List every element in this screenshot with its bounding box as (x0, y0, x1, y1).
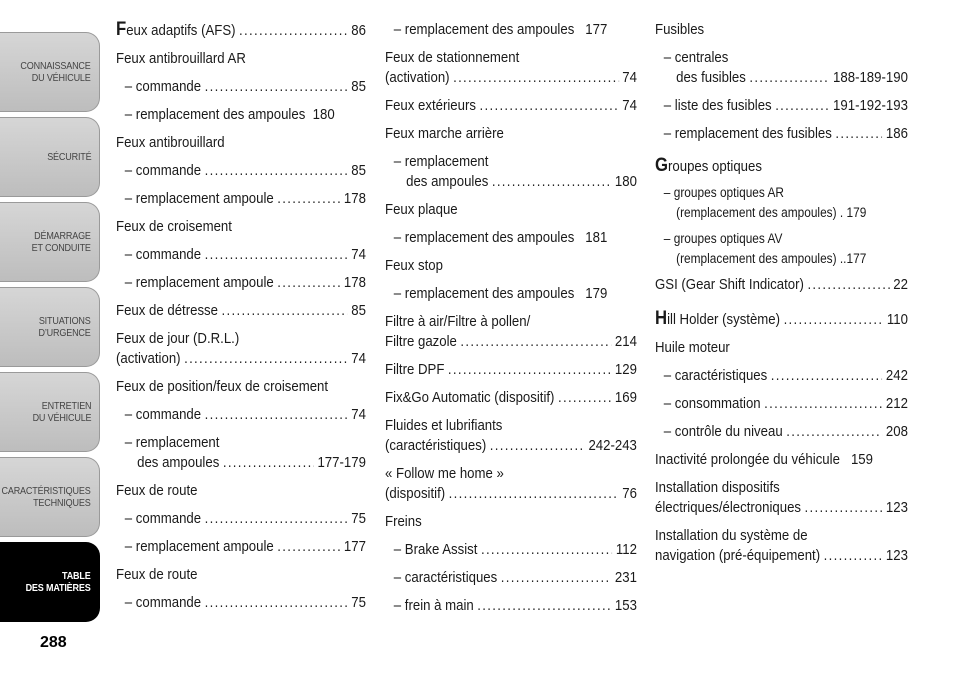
index-subheading: – groupes optiques AV (663, 231, 783, 246)
tab-connaissance-du-vehicule[interactable]: CONNAISSANCE DU VÉHICULE (0, 32, 100, 112)
tab-table-des-matieres[interactable]: TABLE DES MATIÈRES (0, 542, 100, 622)
index-entry: – commande ..... 85 (116, 161, 366, 181)
index-column-2 (385, 20, 637, 616)
index-entry: – consommation ..... 212 (655, 394, 908, 414)
index-entry: Filtre DPF ..... 129 (385, 360, 637, 380)
index-entry: des ampoules ..... 180 (385, 172, 637, 192)
index-heading: Feux antibrouillard (116, 134, 225, 151)
index-entry: (remplacement des ampoules) .. 177 (676, 251, 867, 266)
index-entry: – remplacement des fusibles ..... 186 (655, 124, 908, 144)
index-entry: Fix&Go Automatic (dispositif) ..... 169 (385, 388, 637, 408)
index-subheading: – groupes optiques AR (663, 185, 785, 200)
index-heading: Huile moteur (655, 339, 730, 356)
index-subheading: – remplacement (124, 434, 220, 451)
index-entry: Feux adaptifs (AFS) ..... 86 (116, 20, 366, 41)
index-entry: Inactivité prolongée du véhicule 159 (655, 451, 873, 468)
index-entry: – commande ..... 75 (116, 593, 366, 613)
index-heading: Freins (385, 513, 422, 530)
index-heading: Fusibles (655, 21, 705, 38)
index-heading: Feux de jour (D.R.L.) (116, 330, 240, 347)
index-heading: Feux de croisement (116, 218, 232, 235)
index-entry: – commande ..... 75 (116, 509, 366, 529)
index-subheading: – remplacement (393, 153, 489, 170)
chapter-tabs (0, 0, 102, 640)
index-heading: Feux stop (385, 257, 443, 274)
index-heading: Feux de position/feux de croisement (116, 378, 329, 395)
index-entry: – remplacement des ampoules 180 (124, 106, 335, 123)
index-entry: – remplacement des ampoules 179 (393, 285, 608, 302)
index-heading: Fluides et lubrifiants (385, 417, 503, 434)
index-entry: (dispositif) ..... 76 (385, 484, 637, 504)
index-entry: – remplacement des ampoules 177 (393, 21, 608, 38)
index-entry: Feux extérieurs ..... 74 (385, 96, 637, 116)
tab-entretien-du-vehicule[interactable]: ENTRETIEN DU VÉHICULE (0, 372, 100, 452)
index-heading: Feux marche arrière (385, 125, 504, 142)
index-heading: Installation dispositifs (655, 479, 780, 496)
index-heading: « Follow me home » (385, 465, 504, 482)
index-entry: – commande ..... 74 (116, 245, 366, 265)
index-entry: – frein à main ..... 153 (385, 596, 637, 616)
index-entry: GSI (Gear Shift Indicator) ..... 22 (655, 275, 908, 295)
index-heading: Feux de route (116, 566, 198, 583)
index-heading: Feux de route (116, 482, 198, 499)
index-entry: – caractéristiques ..... 231 (385, 568, 637, 588)
index-heading: Feux de stationnement (385, 49, 520, 66)
index-entry: électriques/électroniques ..... 123 (655, 498, 908, 518)
index-entry: – Brake Assist ..... 112 (385, 540, 637, 560)
index-entry: – contrôle du niveau ..... 208 (655, 422, 908, 442)
index-entry: Filtre gazole ..... 214 (385, 332, 637, 352)
tab-situations-d-urgence[interactable]: SITUATIONS D’URGENCE (0, 287, 100, 367)
index-heading: Installation du système de (655, 527, 808, 544)
index-heading: Filtre à air/Filtre à pollen/ (385, 313, 531, 330)
index-entry: – remplacement des ampoules 181 (393, 229, 608, 246)
index-entry: – caractéristiques ..... 242 (655, 366, 908, 386)
index-entry: (activation) ..... 74 (116, 349, 366, 369)
index-entry: (activation) ..... 74 (385, 68, 637, 88)
index-heading: Feux antibrouillard AR (116, 50, 246, 67)
index-entry: – remplacement ampoule ..... 178 (116, 273, 366, 293)
index-entry: – remplacement ampoule ..... 178 (116, 189, 366, 209)
index-entry: des fusibles ..... 188-189-190 (655, 68, 908, 88)
index-heading: Groupes optiques (655, 155, 762, 176)
index-entry: – commande ..... 85 (116, 77, 366, 97)
index-entry: – remplacement ampoule ..... 177 (116, 537, 366, 557)
index-column-1 (116, 20, 366, 613)
index-entry: des ampoules ..... 177-179 (116, 453, 366, 473)
page-number: 288 (40, 634, 67, 651)
index-subheading: – centrales (663, 49, 729, 66)
index-entry: – liste des fusibles ..... 191-192-193 (655, 96, 908, 116)
index-entry: (remplacement des ampoules) . 179 (676, 205, 867, 220)
tab-demarrage-et-conduite[interactable]: DÉMARRAGE ET CONDUITE (0, 202, 100, 282)
tab-caracteristiques-techniques[interactable]: CARACTÉRISTIQUES TECHNIQUES (0, 457, 100, 537)
index-column-3 (655, 20, 908, 566)
index-entry: – commande ..... 74 (116, 405, 366, 425)
index-heading: Feux plaque (385, 201, 458, 218)
index-entry: navigation (pré-équipement) ..... 123 (655, 546, 908, 566)
index-entry: Hill Holder (système) ..... 110 (655, 309, 908, 330)
tab-securite[interactable]: SÉCURITÉ (0, 117, 100, 197)
index-entry: (caractéristiques) ..... 242-243 (385, 436, 637, 456)
index-entry: Feux de détresse ..... 85 (116, 301, 366, 321)
